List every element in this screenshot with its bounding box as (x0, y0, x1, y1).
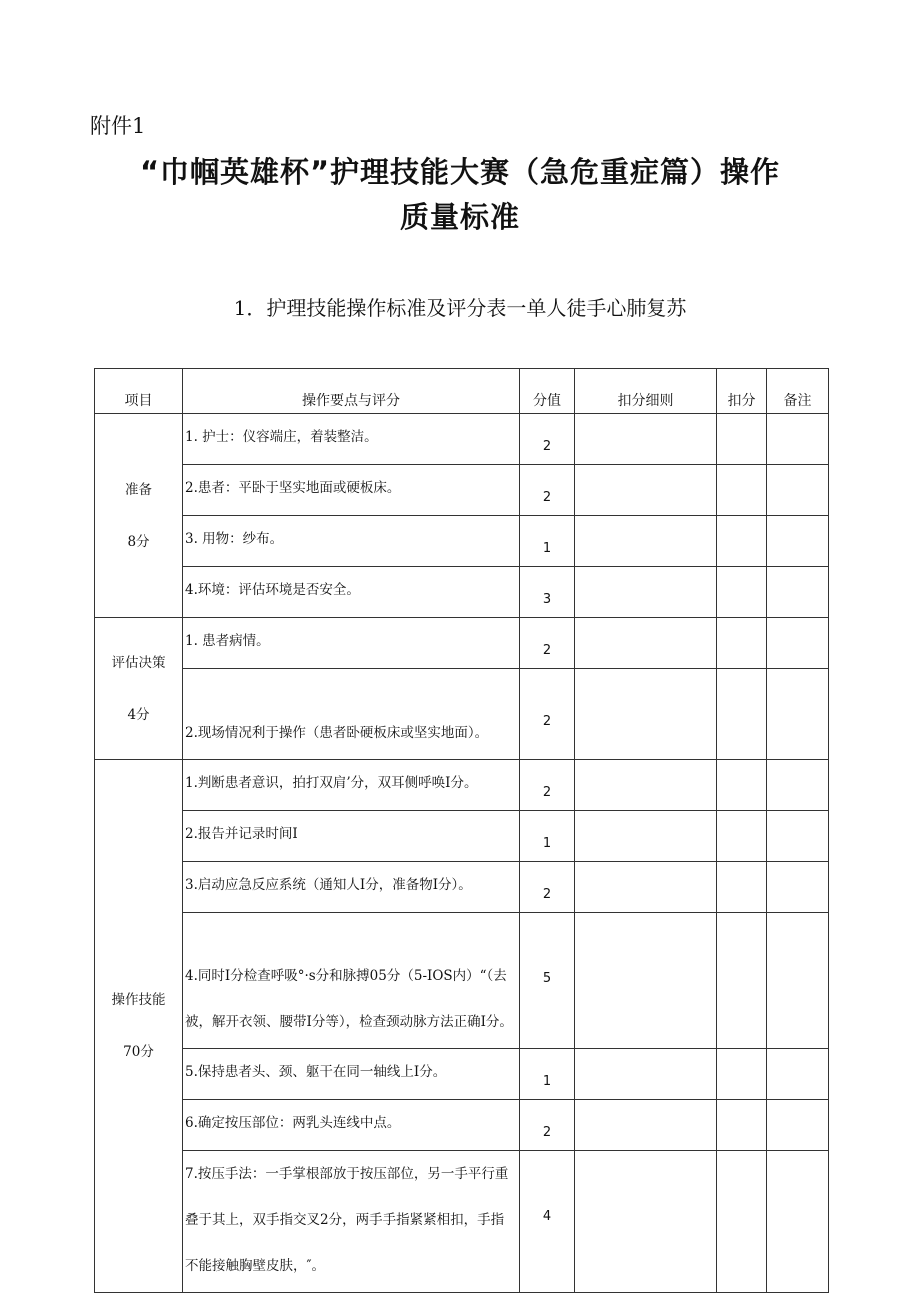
item-text: 4.环境：评估环境是否安全。 (183, 567, 520, 618)
deduct-cell (717, 862, 767, 913)
notes-cell (767, 618, 829, 669)
scoring-table (94, 368, 829, 1293)
item-score: 2 (520, 618, 575, 669)
item-text: 4.同时I分检查呼吸°·s分和脉搏05分（5-IOS内）“（去被，解开衣领、腰带I分等），检查颈动脉方法正确I分。 (183, 913, 520, 1049)
rules-cell (575, 913, 717, 1049)
notes-cell (767, 414, 829, 465)
section-cell-assessment (95, 618, 183, 760)
item-text: 3. 用物：纱布。 (183, 516, 520, 567)
item-text: 1. 患者病情。 (183, 618, 520, 669)
item-score: 1 (520, 811, 575, 862)
item-text: 3.启动应急反应系统（通知人I分，准备物I分）。 (183, 862, 520, 913)
table-row (95, 465, 829, 516)
table-row (95, 669, 829, 760)
deduct-cell (717, 465, 767, 516)
item-score: 2 (520, 862, 575, 913)
deduct-cell (717, 516, 767, 567)
table-row (95, 811, 829, 862)
notes-cell (767, 1100, 829, 1151)
notes-cell (767, 913, 829, 1049)
section-total: 4分 (127, 706, 150, 723)
item-text: 7.按压手法：一手掌根部放于按压部位，另一手平行重叠于其上，双手指交叉2分，两手手指紧紧相扣，手指不能接触胸壁皮肤，″。 (183, 1151, 520, 1293)
annex-label: 附件1 (90, 114, 146, 138)
item-score: 2 (520, 465, 575, 516)
notes-cell (767, 516, 829, 567)
notes-cell (767, 1151, 829, 1293)
rules-cell (575, 811, 717, 862)
rules-cell (575, 465, 717, 516)
header-notes: 备注 (767, 369, 829, 414)
notes-cell (767, 862, 829, 913)
rules-cell (575, 516, 717, 567)
deduct-cell (717, 1100, 767, 1151)
notes-cell (767, 811, 829, 862)
section-total: 70分 (123, 1044, 154, 1060)
header-points: 操作要点与评分 (183, 369, 520, 414)
item-score: 1 (520, 1049, 575, 1100)
table-header-row (95, 369, 829, 414)
item-score: 5 (520, 913, 575, 1049)
item-text: 2.现场情况利于操作（患者卧硬板床或坚实地面）。 (183, 669, 520, 760)
rules-cell (575, 618, 717, 669)
item-text: 6.确定按压部位：两乳头连线中点。 (183, 1100, 520, 1151)
deduct-cell (717, 913, 767, 1049)
table-row (95, 1100, 829, 1151)
table-row (95, 618, 829, 669)
header-project: 项目 (95, 369, 183, 414)
header-score: 分值 (520, 369, 575, 414)
table-row (95, 567, 829, 618)
table-row (95, 1151, 829, 1293)
document-title-line2: 质量标准 (399, 200, 520, 234)
item-score: 3 (520, 567, 575, 618)
rules-cell (575, 1100, 717, 1151)
item-score: 2 (520, 1100, 575, 1151)
notes-cell (767, 669, 829, 760)
item-text: 2.患者：平卧于坚实地面或硬板床。 (183, 465, 520, 516)
rules-cell (575, 567, 717, 618)
item-text: 1. 护士：仪容端庄，着装整洁。 (183, 414, 520, 465)
item-score: 2 (520, 760, 575, 811)
section-name: 评估决策 (111, 654, 166, 671)
rules-cell (575, 1151, 717, 1293)
table-row (95, 414, 829, 465)
notes-cell (767, 567, 829, 618)
item-score: 4 (520, 1151, 575, 1293)
section-name: 准备 (125, 481, 152, 498)
table-row (95, 913, 829, 1049)
deduct-cell (717, 669, 767, 760)
rules-cell (575, 862, 717, 913)
header-deduct: 扣分 (717, 369, 767, 414)
section-name: 操作技能 (111, 992, 166, 1008)
rules-cell (575, 669, 717, 760)
deduct-cell (717, 760, 767, 811)
deduct-cell (717, 1049, 767, 1100)
header-rules: 扣分细则 (575, 369, 717, 414)
table-row (95, 516, 829, 567)
section-cell-skills (95, 760, 183, 1293)
item-score: 1 (520, 516, 575, 567)
document-title: “巾帼英雄杯”护理技能大赛（急危重症篇）操作 (139, 155, 781, 189)
table-row (95, 760, 829, 811)
item-text: 2.报告并记录时间I (183, 811, 520, 862)
notes-cell (767, 1049, 829, 1100)
section-cell-preparation (95, 414, 183, 618)
deduct-cell (717, 811, 767, 862)
item-text: 1.判断患者意识，拍打双肩’分，双耳侧呼唤I分。 (183, 760, 520, 811)
table-row (95, 1049, 829, 1100)
table-row (95, 862, 829, 913)
section-total: 8分 (127, 533, 150, 550)
item-score: 2 (520, 414, 575, 465)
deduct-cell (717, 618, 767, 669)
item-text: 5.保持患者头、颈、躯干在同一轴线上I分。 (183, 1049, 520, 1100)
notes-cell (767, 760, 829, 811)
rules-cell (575, 1049, 717, 1100)
rules-cell (575, 760, 717, 811)
deduct-cell (717, 414, 767, 465)
section-subtitle: 1．护理技能操作标准及评分表一单人徒手心肺复苏 (233, 296, 687, 320)
rules-cell (575, 414, 717, 465)
deduct-cell (717, 567, 767, 618)
item-score: 2 (520, 669, 575, 760)
deduct-cell (717, 1151, 767, 1293)
notes-cell (767, 465, 829, 516)
